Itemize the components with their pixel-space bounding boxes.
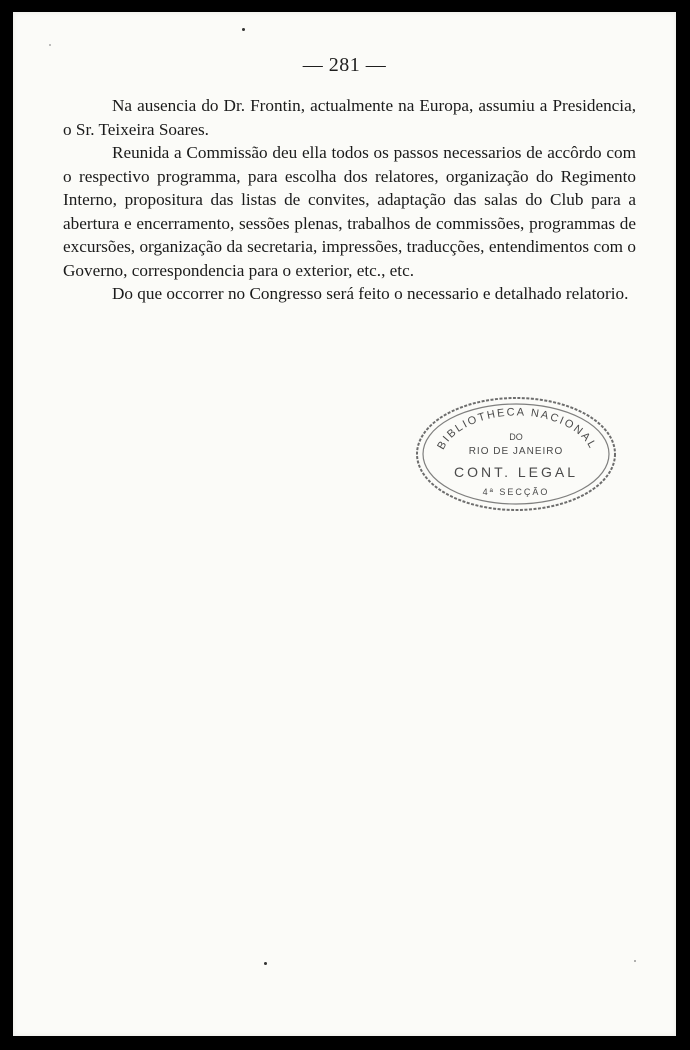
paragraph-2: Reunida a Commissão deu ella todos os passos necessarios de accôrdo com o respectivo programma, para escolha dos relatores, organização do Regimento Interno, propositura das listas de convites, adaptação das salas do Club para a abertura e encerramento, sessões plenas, trabalhos de commissões, programmas de excursões, organização da secretaria, impressões, traducções, entendimentos com o Governo, correspondencia para o exterior, etc., etc. bbox=[63, 143, 636, 280]
ink-speck bbox=[634, 960, 636, 962]
ink-speck bbox=[49, 44, 51, 46]
stamp-arc-text: BIBLIOTHECA NACIONAL bbox=[435, 406, 599, 452]
document-page bbox=[13, 12, 676, 1036]
ink-speck bbox=[242, 28, 245, 31]
stamp-legal: CONT. LEGAL bbox=[453, 464, 579, 480]
stamp-section: 4ª SECÇÃO bbox=[482, 487, 550, 497]
stamp-city: RIO DE JANEIRO bbox=[468, 446, 564, 457]
body-text bbox=[63, 94, 636, 306]
paragraph-1: Na ausencia do Dr. Frontin, actualmente na Europa, assumiu a Presidencia, o Sr. Teixeira Soares. bbox=[63, 96, 636, 139]
page-number: — 281 — bbox=[302, 54, 387, 76]
stamp-graphic bbox=[412, 392, 620, 514]
library-stamp bbox=[412, 392, 620, 514]
paragraph-3: Do que occorrer no Congresso será feito o necessario e detalhado relatorio. bbox=[112, 284, 629, 303]
stamp-do: DO bbox=[509, 432, 523, 442]
ink-speck bbox=[264, 962, 267, 965]
